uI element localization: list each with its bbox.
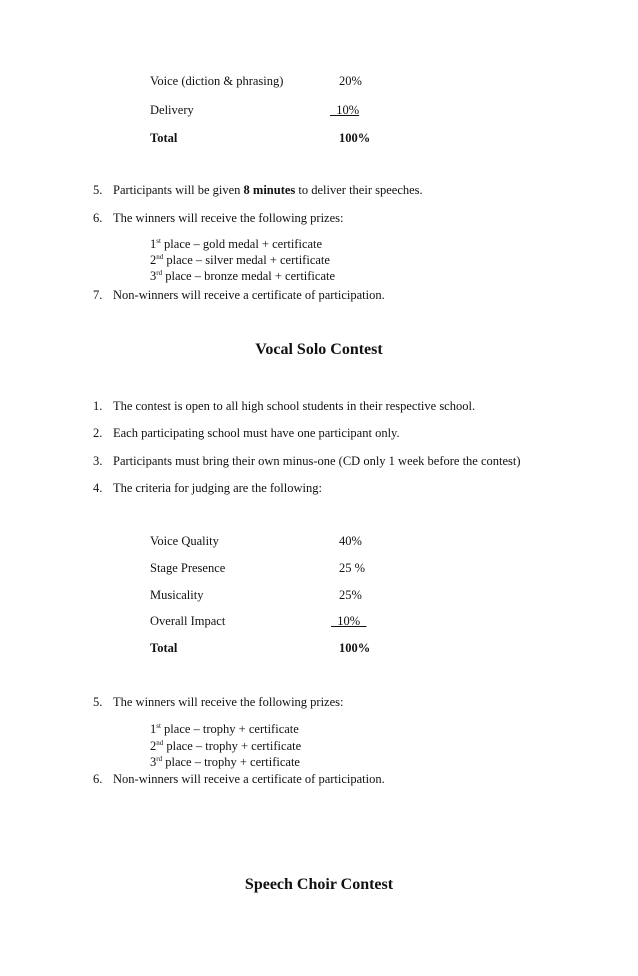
criterion-value: 40%: [339, 534, 362, 548]
criterion-value: 25 %: [339, 561, 366, 575]
list-number: 6.: [93, 211, 103, 225]
total-label: Total: [150, 641, 178, 655]
prize-text: place – trophy + certificate: [160, 722, 299, 736]
criterion-value: 10%: [331, 614, 367, 628]
prize-suffix: rd: [156, 269, 163, 277]
prize-rank: 1: [150, 237, 157, 251]
rule-item: The contest is open to all high school students in their respective school.: [113, 399, 476, 413]
time-limit: 8 minutes: [243, 183, 296, 197]
prize-text: place – silver medal + certificate: [163, 253, 330, 267]
total-value: 100%: [339, 131, 371, 145]
prize-rank: 3: [150, 755, 157, 769]
prize-text: place – gold medal + certificate: [160, 237, 323, 251]
rule-time-limit: [113, 183, 423, 198]
list-number: 7.: [93, 288, 103, 302]
prize-line: [150, 269, 335, 284]
rule-item: Each participating school must have one participant only.: [113, 426, 400, 440]
prize-rank: 2: [150, 253, 157, 267]
list-number: 1.: [93, 399, 103, 413]
prize-line: [150, 237, 322, 252]
criterion-label: Stage Presence: [150, 561, 226, 575]
prize-text: place – trophy + certificate: [163, 739, 302, 753]
prize-line: [150, 253, 330, 268]
rule-participation: Non-winners will receive a certificate of participation.: [113, 772, 385, 786]
rule-prizes: The winners will receive the following prizes:: [113, 695, 344, 709]
prize-suffix: st: [156, 237, 161, 245]
criterion-value: 25%: [339, 588, 362, 602]
section-heading: Vocal Solo Contest: [255, 341, 383, 358]
list-number: 5.: [93, 695, 103, 709]
criterion-value: 20%: [339, 74, 362, 88]
prize-text: place – bronze medal + certificate: [162, 269, 336, 283]
prize-rank: 3: [150, 269, 157, 283]
list-number: 4.: [93, 481, 103, 495]
rule-text: Participants will be given: [113, 183, 244, 197]
criterion-label: Delivery: [150, 103, 194, 117]
criterion-label: Overall Impact: [150, 614, 226, 628]
prize-suffix: rd: [156, 755, 163, 763]
list-number: 6.: [93, 772, 103, 786]
prize-text: place – trophy + certificate: [162, 755, 300, 769]
total-value: 100%: [339, 641, 371, 655]
prize-suffix: nd: [156, 739, 164, 747]
total-label: Total: [150, 131, 178, 145]
rule-prizes: The winners will receive the following prizes:: [113, 211, 344, 225]
rule-text: to deliver their speeches.: [295, 183, 423, 197]
rule-item: The criteria for judging are the following:: [113, 481, 322, 495]
rule-item: Participants must bring their own minus-one (CD only 1 week before the contest): [113, 454, 521, 468]
prize-suffix: nd: [156, 253, 164, 261]
prize-suffix: st: [156, 722, 161, 730]
prize-rank: 1: [150, 722, 157, 736]
criterion-value: 10%: [330, 103, 360, 117]
criterion-label: Voice (diction & phrasing): [150, 74, 284, 88]
rule-participation: Non-winners will receive a certificate of participation.: [113, 288, 385, 302]
criterion-label: Voice Quality: [150, 534, 219, 548]
list-number: 3.: [93, 454, 103, 468]
list-number: 5.: [93, 183, 103, 197]
prize-line: [150, 722, 299, 737]
section-heading: Speech Choir Contest: [244, 876, 394, 893]
criterion-label: Musicality: [150, 588, 204, 602]
prize-rank: 2: [150, 739, 157, 753]
list-number: 2.: [93, 426, 103, 440]
prize-line: [150, 755, 300, 770]
prize-line: [150, 739, 301, 754]
